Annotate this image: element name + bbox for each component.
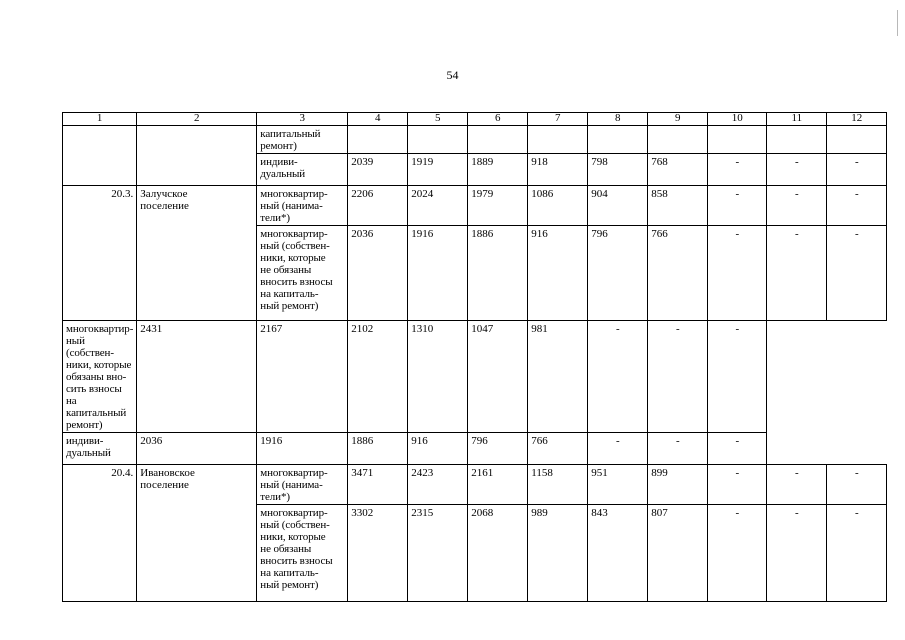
column-number-cell: 5 <box>408 113 468 126</box>
value-cell: - <box>648 321 708 433</box>
value-cell: - <box>588 433 648 465</box>
page-number: 54 <box>446 68 459 82</box>
value-cell: 3471 <box>348 465 408 505</box>
value-cell: - <box>588 321 648 433</box>
value-cell: 916 <box>528 226 588 321</box>
value-cell: - <box>708 505 767 602</box>
value-cell: 1886 <box>348 433 408 465</box>
value-cell: 1886 <box>468 226 528 321</box>
value-cell: 989 <box>528 505 588 602</box>
value-cell: 2036 <box>137 433 257 465</box>
column-number-cell: 2 <box>137 113 257 126</box>
value-cell: 1047 <box>468 321 528 433</box>
value-cell: - <box>767 186 827 226</box>
table-row <box>63 465 887 505</box>
column-number-cell: 7 <box>528 113 588 126</box>
value-cell: 1916 <box>257 433 348 465</box>
table-row <box>63 126 887 154</box>
row-code-cell: 20.4. <box>63 465 137 602</box>
value-cell: 899 <box>648 465 708 505</box>
housing-category-cell: многоквартир- ный (собствен- ники, которые не обязаны вносить взносы на капиталь- ный ремонт) <box>257 226 348 321</box>
value-cell <box>588 126 648 154</box>
value-cell: 858 <box>648 186 708 226</box>
row-code-cell: 20.3. <box>63 186 137 321</box>
settlement-name-cell: Ивановское поселение <box>137 465 257 602</box>
value-cell: - <box>708 154 767 186</box>
value-cell: 2431 <box>137 321 257 433</box>
value-cell: - <box>827 226 887 321</box>
value-cell: 916 <box>408 433 468 465</box>
column-number-cell: 8 <box>588 113 648 126</box>
value-cell: 2423 <box>408 465 468 505</box>
value-cell <box>648 126 708 154</box>
value-cell: - <box>827 465 887 505</box>
column-number-cell: 6 <box>468 113 528 126</box>
value-cell: - <box>708 186 767 226</box>
tariff-table <box>62 112 887 602</box>
settlement-name-cell <box>137 126 257 186</box>
column-number-cell: 11 <box>767 113 827 126</box>
column-number-cell: 1 <box>63 113 137 126</box>
value-cell: - <box>827 154 887 186</box>
value-cell: 2068 <box>468 505 528 602</box>
housing-category-cell: многоквартир- ный (собствен- ники, которые не обязаны вносить взносы на капиталь- ный ремонт) <box>257 505 348 602</box>
value-cell: 766 <box>528 433 588 465</box>
value-cell: 2161 <box>468 465 528 505</box>
housing-category-cell: индиви- дуальный <box>257 154 348 186</box>
value-cell: 2167 <box>257 321 348 433</box>
value-cell: 1889 <box>468 154 528 186</box>
value-cell: 904 <box>588 186 648 226</box>
value-cell: 2315 <box>408 505 468 602</box>
value-cell: - <box>767 226 827 321</box>
value-cell: 807 <box>648 505 708 602</box>
column-number-cell: 4 <box>348 113 408 126</box>
value-cell: 798 <box>588 154 648 186</box>
column-number-cell: 12 <box>827 113 887 126</box>
column-number-cell: 9 <box>648 113 708 126</box>
value-cell: - <box>708 465 767 505</box>
column-number-row <box>63 113 887 126</box>
value-cell: 796 <box>468 433 528 465</box>
housing-category-cell: многоквартир- ный (нанима- тели*) <box>257 465 348 505</box>
settlement-name-cell: Залучское поселение <box>137 186 257 321</box>
value-cell: - <box>708 433 767 465</box>
value-cell: - <box>767 154 827 186</box>
value-cell: 796 <box>588 226 648 321</box>
housing-category-cell: индиви- дуальный <box>63 433 137 465</box>
value-cell: 951 <box>588 465 648 505</box>
value-cell: 2036 <box>348 226 408 321</box>
housing-category-cell: многоквартир- ный (собствен- ники, которые обязаны вно- сить взносы на капитальный ремонт) <box>63 321 137 433</box>
value-cell <box>348 126 408 154</box>
column-number-cell: 10 <box>708 113 767 126</box>
housing-category-cell: многоквартир- ный (нанима- тели*) <box>257 186 348 226</box>
value-cell: - <box>827 505 887 602</box>
value-cell: 766 <box>648 226 708 321</box>
value-cell: 981 <box>528 321 588 433</box>
value-cell <box>708 126 767 154</box>
value-cell <box>767 126 827 154</box>
value-cell <box>408 126 468 154</box>
value-cell: - <box>708 321 767 433</box>
value-cell: 1979 <box>468 186 528 226</box>
value-cell <box>468 126 528 154</box>
scan-edge-mark <box>897 10 898 36</box>
value-cell: 1086 <box>528 186 588 226</box>
value-cell: 1916 <box>408 226 468 321</box>
value-cell: - <box>708 226 767 321</box>
value-cell: - <box>767 465 827 505</box>
value-cell: - <box>648 433 708 465</box>
value-cell: 1158 <box>528 465 588 505</box>
housing-category-cell: капитальный ремонт) <box>257 126 348 154</box>
column-number-cell: 3 <box>257 113 348 126</box>
value-cell: 918 <box>528 154 588 186</box>
row-code-cell <box>63 126 137 186</box>
value-cell: 3302 <box>348 505 408 602</box>
table-row <box>63 186 887 226</box>
value-cell <box>528 126 588 154</box>
value-cell: 1919 <box>408 154 468 186</box>
value-cell: 768 <box>648 154 708 186</box>
value-cell: 2024 <box>408 186 468 226</box>
value-cell: 843 <box>588 505 648 602</box>
value-cell <box>827 126 887 154</box>
table-row <box>63 321 887 433</box>
value-cell: 1310 <box>408 321 468 433</box>
value-cell: 2039 <box>348 154 408 186</box>
value-cell: 2206 <box>348 186 408 226</box>
value-cell: - <box>827 186 887 226</box>
value-cell: 2102 <box>348 321 408 433</box>
table-row <box>63 433 887 465</box>
value-cell: - <box>767 505 827 602</box>
